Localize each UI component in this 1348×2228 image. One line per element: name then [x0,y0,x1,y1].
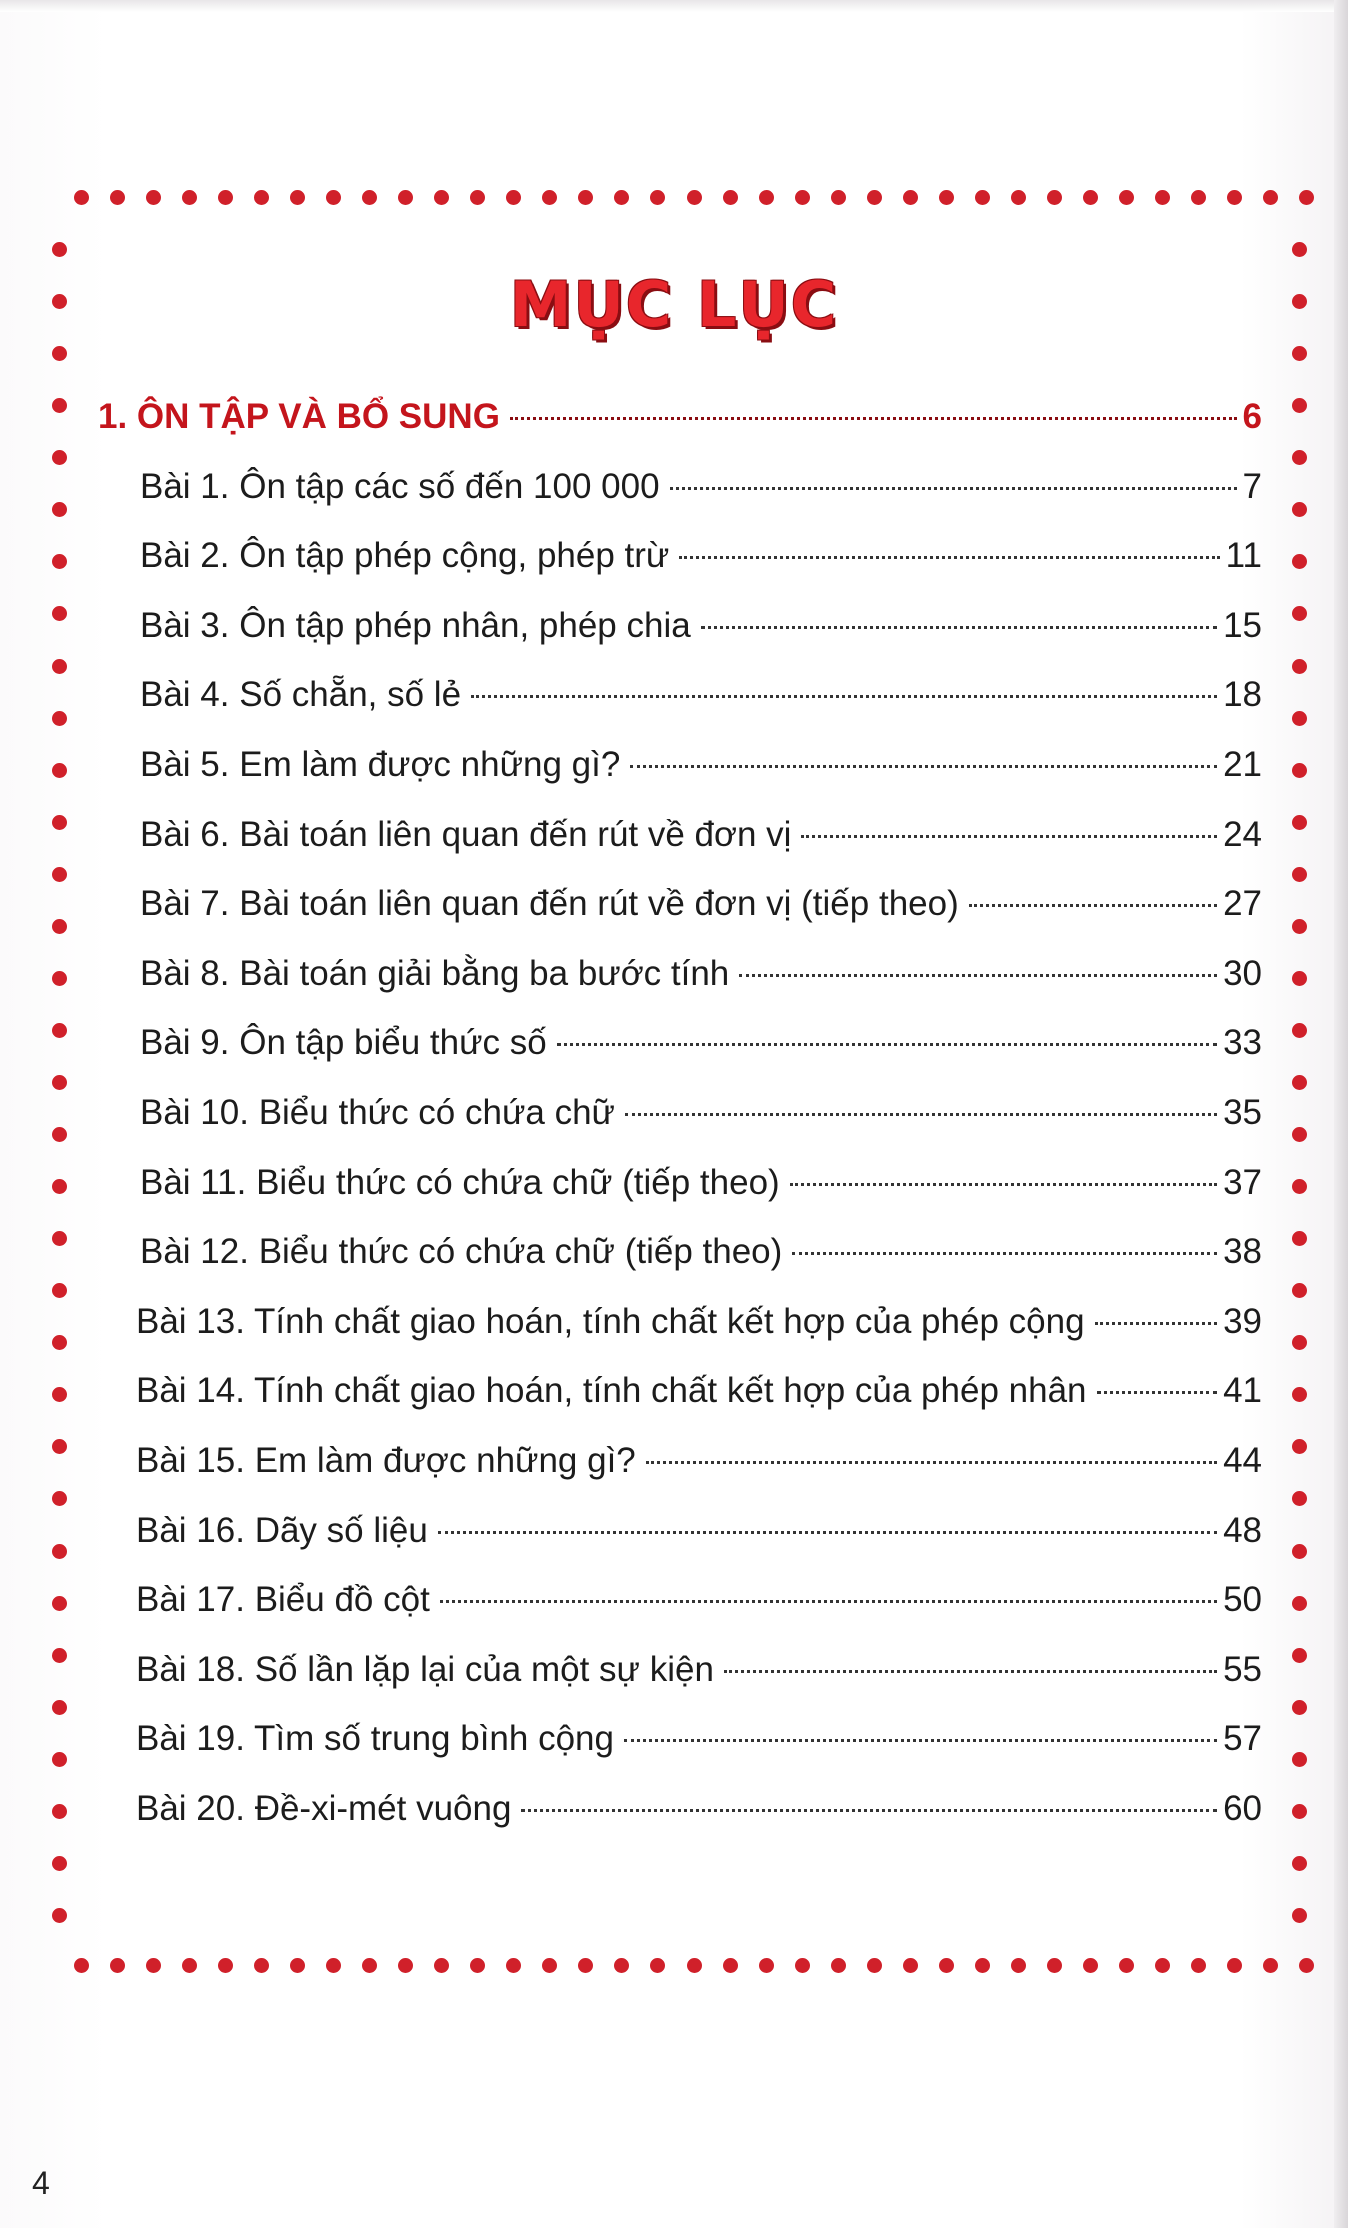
border-dot [52,502,67,517]
border-dot [903,190,918,205]
border-dot [52,971,67,986]
border-dot [1292,1283,1307,1298]
toc-dot-leader [670,487,1237,490]
toc-lesson-row [140,745,1262,795]
toc-entry-page: 39 [1223,1301,1262,1341]
toc-dot-leader [701,626,1217,629]
border-dot [254,190,269,205]
border-dot [903,1958,918,1973]
border-dot [506,190,521,205]
toc-entry-page: 55 [1223,1649,1262,1689]
border-dot [867,1958,882,1973]
border-dot [723,1958,738,1973]
border-dot [362,1958,377,1973]
toc-dot-leader [630,765,1217,768]
toc-dot-leader [624,1739,1217,1742]
border-dot [1292,1439,1307,1454]
border-dot [470,1958,485,1973]
border-dot [1292,711,1307,726]
border-dot [110,1958,125,1973]
border-dot [1047,1958,1062,1973]
toc-entry-label: Bài 16. Dãy số liệu [136,1510,428,1550]
border-dot [542,1958,557,1973]
toc-lesson-row [136,1719,1262,1769]
border-dot [1292,1596,1307,1611]
border-dot [254,1958,269,1973]
border-dot [326,1958,341,1973]
border-dot [1292,919,1307,934]
toc-dot-leader [969,904,1217,907]
toc-entry-page: 24 [1223,814,1262,854]
border-dot [52,1179,67,1194]
toc-entry-page: 33 [1223,1023,1262,1063]
border-dot [542,190,557,205]
border-dot [1292,1804,1307,1819]
border-dot [1292,867,1307,882]
border-dot [1292,554,1307,569]
border-dot [218,1958,233,1973]
border-dot [650,1958,665,1973]
border-dot [1119,190,1134,205]
border-dot [182,1958,197,1973]
border-dot [1292,1491,1307,1506]
border-dot [687,1958,702,1973]
toc-entry-label: Bài 17. Biểu đồ cột [136,1580,430,1620]
page-title: MỤC LỤC [509,268,839,341]
border-dot [1292,1179,1307,1194]
border-dot [939,190,954,205]
toc-dot-leader [646,1461,1217,1464]
toc-entry-page: 15 [1223,605,1262,645]
border-dot [1299,190,1314,205]
border-dot [1292,398,1307,413]
border-dot [506,1958,521,1973]
toc-lesson-row [136,1302,1262,1352]
toc-entry-page: 21 [1223,745,1262,784]
toc-entry-page: 35 [1223,1093,1262,1132]
toc-entry-page: 57 [1223,1719,1262,1759]
border-dot [52,1335,67,1350]
toc-dot-leader [440,1600,1217,1603]
border-dot [52,1544,67,1559]
border-dot [52,1804,67,1819]
border-dot [1011,190,1026,205]
border-dot [326,190,341,205]
toc-entry-label: Bài 9. Ôn tập biểu thức số [140,1023,547,1063]
toc-dot-leader [1095,1322,1218,1325]
toc-entry-label: Bài 12. Biểu thức có chứa chữ (tiếp theo) [140,1232,783,1272]
border-dot [470,190,485,205]
border-dot [434,190,449,205]
toc-entry-label: Bài 7. Bài toán liên quan đến rút về đơn vị (tiếp theo) [140,884,959,924]
border-dot [290,1958,305,1973]
toc-dot-leader [1097,1391,1218,1394]
toc-dot-leader [792,1252,1217,1255]
border-dot [1263,1958,1278,1973]
border-dot [1119,1958,1134,1973]
toc-entry-label: Bài 15. Em làm được những gì? [136,1441,636,1480]
toc-lesson-row [136,1580,1262,1630]
border-dot [52,606,67,621]
border-dot [110,190,125,205]
border-dot [1299,1958,1314,1973]
border-dot [1292,971,1307,986]
toc-dot-leader [471,695,1217,698]
border-dot [290,190,305,205]
toc-dot-leader [679,556,1219,559]
border-dot [1292,1648,1307,1663]
border-dot [52,1648,67,1663]
border-dot [1292,1127,1307,1142]
border-dot [1047,190,1062,205]
border-dot [52,659,67,674]
border-dot [1191,1958,1206,1973]
border-dot [1083,1958,1098,1973]
border-dot [146,1958,161,1973]
border-dot [614,1958,629,1973]
border-dot [52,1856,67,1871]
border-dot [52,1439,67,1454]
border-dot [1292,763,1307,778]
border-dot [723,190,738,205]
toc-entry-label: Bài 6. Bài toán liên quan đến rút về đơn vị [140,814,792,854]
border-dot [398,190,413,205]
border-dot [1292,242,1307,257]
border-dot [398,1958,413,1973]
border-dot [52,1075,67,1090]
toc-lesson-row [140,675,1262,725]
border-dot [1292,815,1307,830]
border-dot [1083,190,1098,205]
border-dot [1155,190,1170,205]
border-dot [1292,1752,1307,1767]
border-dot [650,190,665,205]
border-dot [1292,1335,1307,1350]
border-dot [939,1958,954,1973]
toc-dot-leader [510,417,1237,420]
toc-lesson-row [136,1511,1262,1561]
toc-lesson-row [140,536,1262,586]
border-dot [52,1231,67,1246]
toc-entry-page: 11 [1225,536,1262,576]
border-dot [1292,1387,1307,1402]
border-dot [362,190,377,205]
toc-entry-label: Bài 11. Biểu thức có chứa chữ (tiếp theo) [140,1162,780,1202]
border-dot [1227,1958,1242,1973]
border-dot [1292,1023,1307,1038]
toc-entry-label: Bài 4. Số chẵn, số lẻ [140,675,462,715]
border-dot [74,190,89,205]
toc-entry-label: Bài 8. Bài toán giải bằng ba bước tính [140,953,730,993]
border-dot [1292,1544,1307,1559]
toc-entry-label: Bài 20. Đề-xi-mét vuông [136,1789,512,1828]
toc-dot-leader [724,1670,1217,1673]
border-dot [795,1958,810,1973]
border-dot [52,554,67,569]
border-dot [795,190,810,205]
border-dot [578,1958,593,1973]
toc-lesson-row [140,884,1262,934]
border-dot [1292,659,1307,674]
border-dot [52,1283,67,1298]
border-dot [1292,1231,1307,1246]
border-dot [1292,1908,1307,1923]
toc-lesson-row [140,606,1262,656]
border-dot [52,450,67,465]
border-dot [52,398,67,413]
toc-lesson-row [140,815,1262,865]
toc-entry-page: 30 [1223,953,1262,993]
border-dot [74,1958,89,1973]
toc-entry-label: Bài 5. Em làm được những gì? [140,745,621,784]
toc-dot-leader [801,835,1217,838]
border-dot [52,867,67,882]
toc-entry-page: 60 [1223,1789,1262,1828]
border-dot [759,1958,774,1973]
border-dot [1292,346,1307,361]
toc-dot-leader [739,974,1217,977]
toc-dot-leader [625,1113,1217,1116]
page-top-edge [0,0,1348,12]
border-dot [1227,190,1242,205]
toc-entry-page: 6 [1242,397,1262,436]
toc-lesson-row [140,1232,1262,1282]
border-dot [146,190,161,205]
border-dot [1292,1856,1307,1871]
border-dot [52,1387,67,1402]
toc-dot-leader [521,1809,1217,1812]
border-dot [831,1958,846,1973]
toc-lesson-row [140,1023,1262,1073]
toc-entry-label: Bài 2. Ôn tập phép cộng, phép trừ [140,536,670,576]
toc-entry-label: Bài 13. Tính chất giao hoán, tính chất kết hợp của phép cộng [136,1301,1085,1341]
border-dot [831,190,846,205]
toc-section-row [98,397,1262,447]
border-dot [52,1596,67,1611]
border-dot [687,190,702,205]
page-number: 4 [32,2165,50,2201]
border-dot [614,190,629,205]
toc-dot-leader [557,1043,1217,1046]
border-dot [52,1752,67,1767]
border-dot [1191,190,1206,205]
border-dot [52,919,67,934]
border-dot [867,190,882,205]
border-dot [52,815,67,830]
toc-entry-page: 38 [1223,1232,1262,1272]
toc-entry-page: 37 [1223,1162,1262,1202]
border-dot [975,190,990,205]
border-dot [52,711,67,726]
border-dot [759,190,774,205]
border-dot [218,190,233,205]
border-dot [975,1958,990,1973]
border-dot [52,763,67,778]
border-dot [578,190,593,205]
toc-entry-label: 1. ÔN TẬP VÀ BỔ SUNG [98,397,500,436]
toc-entry-label: Bài 19. Tìm số trung bình cộng [136,1719,614,1759]
toc-lesson-row [136,1441,1262,1491]
toc-entry-page: 7 [1242,466,1262,506]
toc-dot-leader [438,1531,1217,1534]
toc-lesson-row [136,1371,1262,1421]
toc-entry-label: Bài 18. Số lần lặp lại của một sự kiện [136,1649,714,1689]
toc-lesson-row [140,467,1262,517]
border-dot [52,242,67,257]
border-dot [434,1958,449,1973]
border-dot [52,1700,67,1715]
toc-entry-label: Bài 10. Biểu thức có chứa chữ [140,1093,615,1132]
border-dot [52,1127,67,1142]
toc-entry-label: Bài 1. Ôn tập các số đến 100 000 [140,466,660,506]
border-dot [52,1908,67,1923]
toc-entry-page: 18 [1223,675,1262,715]
border-dot [1292,502,1307,517]
border-dot [1292,450,1307,465]
toc-lesson-row [136,1789,1262,1839]
toc-lesson-row [136,1650,1262,1700]
toc-entry-label: Bài 3. Ôn tập phép nhân, phép chia [140,605,691,645]
border-dot [1292,1700,1307,1715]
border-dot [52,346,67,361]
toc-entry-page: 27 [1223,884,1262,924]
toc-lesson-row [140,954,1262,1004]
toc-entry-page: 41 [1223,1371,1262,1411]
toc-lesson-row [140,1093,1262,1143]
toc-entry-page: 44 [1223,1441,1262,1480]
toc-lesson-row [140,1163,1262,1213]
toc-entry-page: 48 [1223,1510,1262,1550]
border-dot [1292,1075,1307,1090]
toc-entry-page: 50 [1223,1580,1262,1620]
border-dot [1292,606,1307,621]
border-dot [52,1023,67,1038]
border-dot [1155,1958,1170,1973]
border-dot [52,1491,67,1506]
toc-entry-label: Bài 14. Tính chất giao hoán, tính chất kết hợp của phép nhân [136,1371,1087,1411]
border-dot [1263,190,1278,205]
toc-dot-leader [790,1183,1217,1186]
border-dot [1011,1958,1026,1973]
border-dot [182,190,197,205]
